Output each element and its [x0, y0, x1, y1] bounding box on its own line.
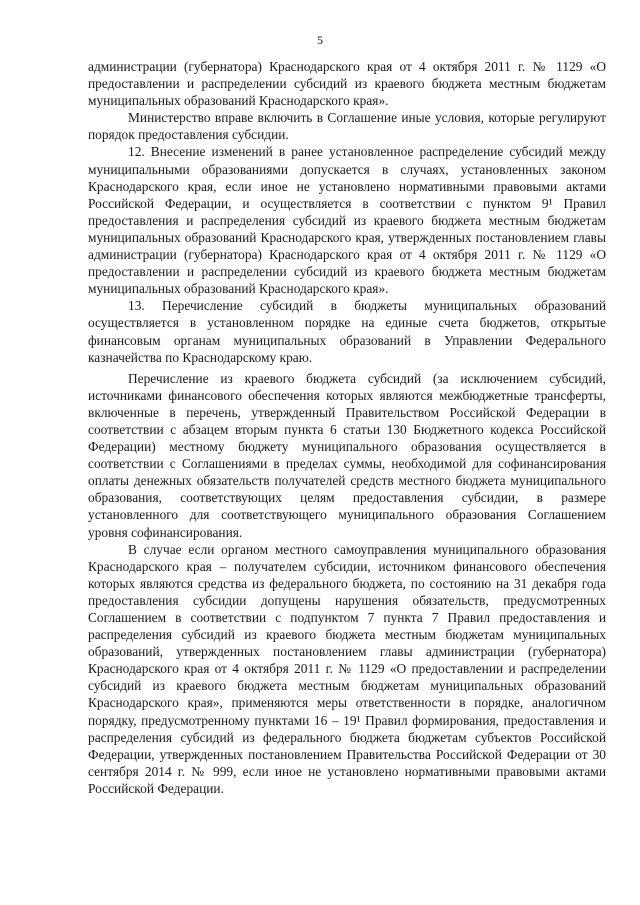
paragraph-continuation: администрации (губернатора) Краснодарского края от 4 октября 2011 г. № 1129 «О предоставлении и распределении субсидий из краевого бюджета местным бюджетам муниципальных образований Краснодарского края».	[88, 59, 606, 109]
page-number: 5	[317, 33, 323, 47]
paragraph-transfer-from-regional-budget: Перечисление из краевого бюджета субсидий (за исключением субсидий, источниками финансового обеспечения которых являются межбюджетные трансферты, включенные в перечень, утвержденный Правительством Российской Федерации в соответствии с абзацем вторым пункта 6 статьи 130 Бюджетного кодекса Российской Федерации) местному бюджету муниципального образования осуществляется в соответствии с Соглашениями в пределах суммы, необходимой для софинансирования оплаты денежных обязательств получателей средств местного бюджета муниципального образования, соответствующих целям предоставления субсидии, в размере установленного для соответствующего муниципального образования Соглашением уровня софинансирования.	[88, 370, 606, 540]
document-body	[88, 58, 606, 797]
paragraph-responsibility-measures: В случае если органом местного самоуправления муниципального образования Краснодарского края – получателем субсидии, источником финансового обеспечения которых являются средства из федерального бюджета, по состоянию на 31 декабря года предоставления субсидии допущены нарушения обязательств, предусмотренных Соглашением в соответствии с подпунктом 7 пункта 7 Правил предоставления и распределения субсидий из краевого бюджета местным бюджетам муниципальных образований, утвержденных постановлением главы администрации (губернатора) Краснодарского края от 4 октября 2011 г. № 1129 «О предоставлении и распределении субсидий из краевого бюджета местным бюджетам муниципальных образований Краснодарского края», применяются меры ответственности в порядке, аналогичном порядку, предусмотренному пунктами 16 – 19¹ Правил формирования, предоставления и распределения субсидий из федерального бюджета бюджетам субъектов Российской Федерации, утвержденных постановлением Правительства Российской Федерации от 30 сентября 2014 г. № 999, если иное не установлено нормативными правовыми актами Российской Федерации.	[88, 541, 606, 796]
paragraph-ministry-conditions: Министерство вправе включить в Соглашение иные условия, которые регулируют порядок предоставления субсидии.	[88, 110, 606, 143]
paragraph-13-transfer: 13. Перечисление субсидий в бюджеты муниципальных образований осуществляется в установленном порядке на единые счета бюджетов, открытые финансовым органам муниципальных образований в Управлении Федерального казначейства по Краснодарскому краю.	[88, 298, 606, 365]
paragraph-12-changes: 12. Внесение изменений в ранее установленное распределение субсидий между муниципальными образованиями допускается в случаях, установленных законом Краснодарского края, если иное не установлено нормативными правовыми актами Российской Федерации, и осуществляется в соответствии с пунктом 9¹ Правил предоставления и распределения субсидий из краевого бюджета местным бюджетам муниципальных образований Краснодарского края, утвержденных постановлением главы администрации (губернатора) Краснодарского края от 4 октября 2011 г. № 1129 «О предоставлении и распределении субсидий из краевого бюджета местным бюджетам муниципальных образований Краснодарского края».	[88, 144, 606, 297]
